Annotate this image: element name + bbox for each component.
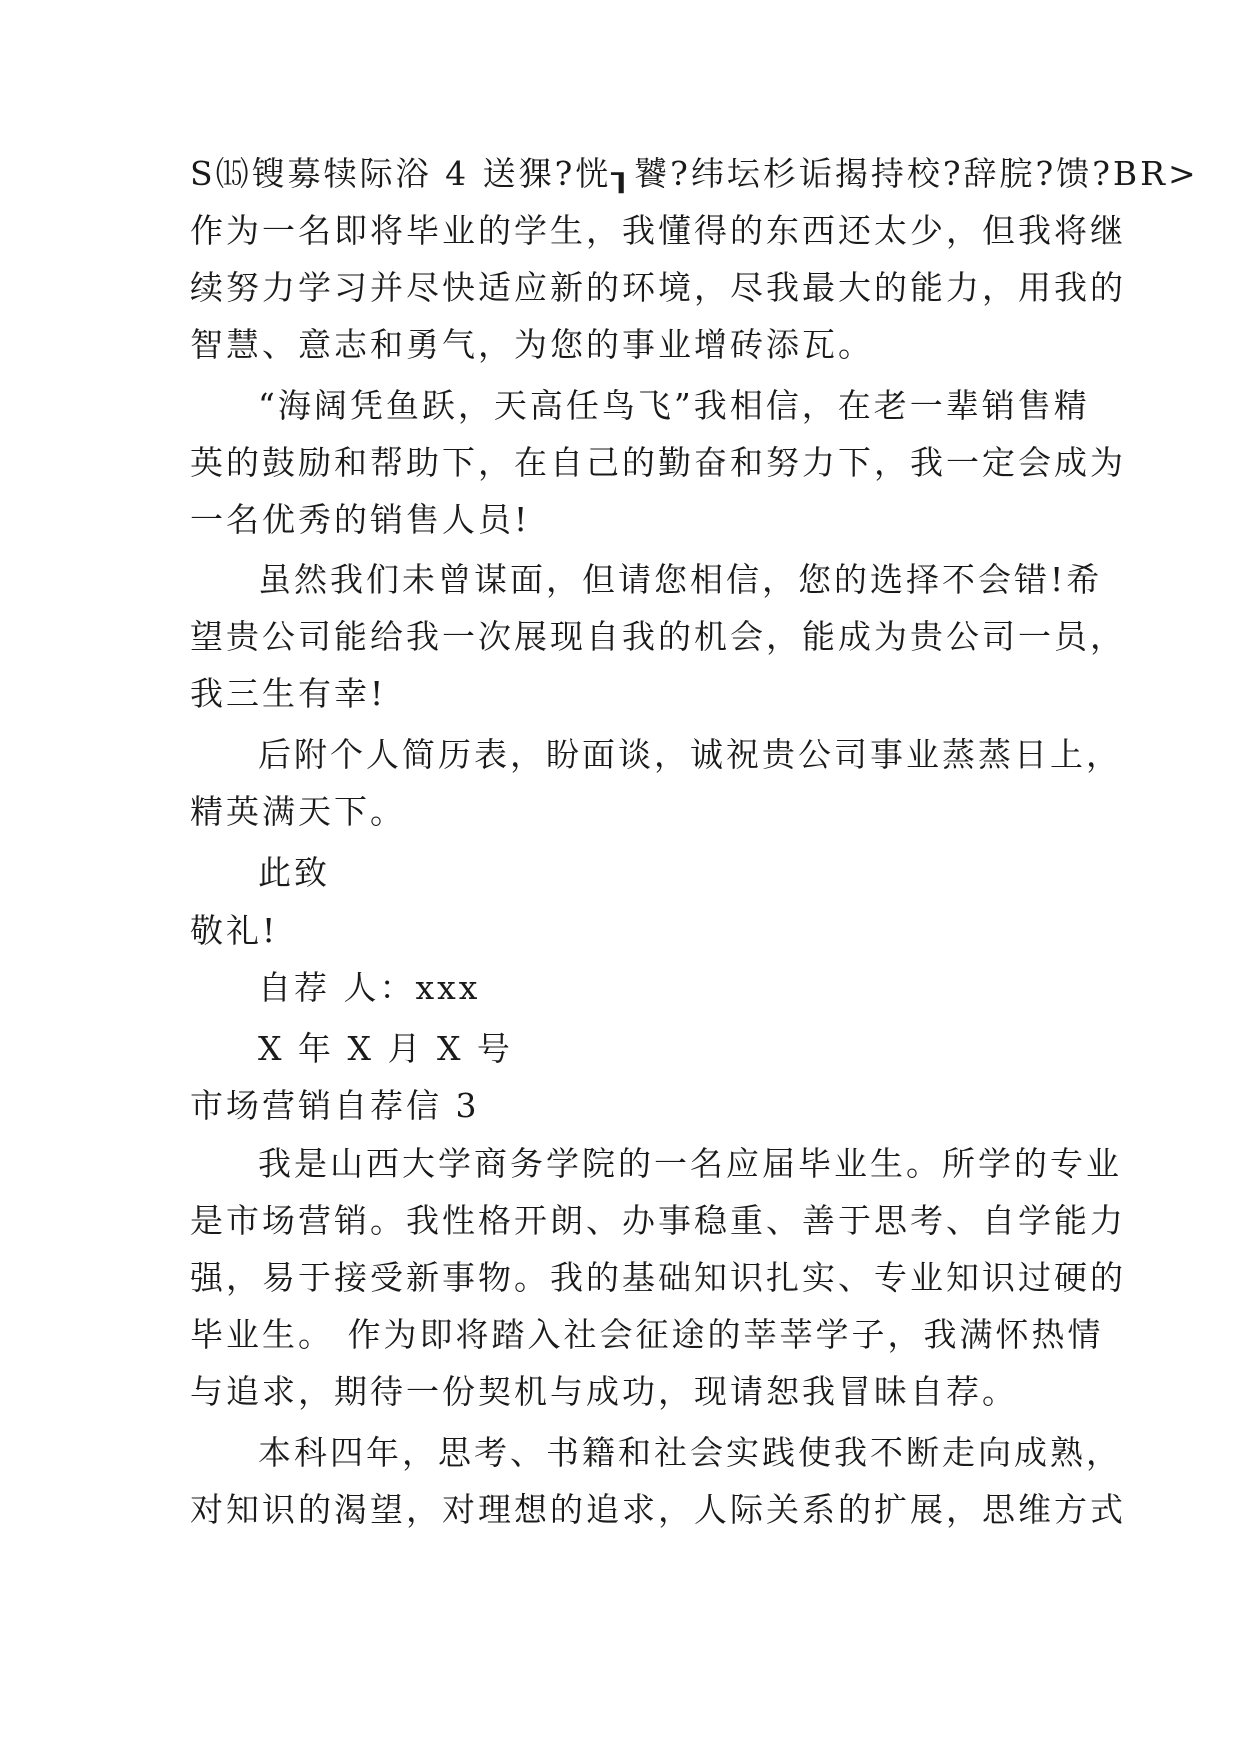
paragraph-start: 后附个人简历表，盼面谈，诚祝贵公司事业蒸蒸日上， — [258, 735, 1122, 774]
paragraph-start: 虽然我们未曾谋面，但请您相信，您的选择不会错!希 — [258, 560, 1103, 599]
text-line: 对知识的渴望，对理想的追求，人际关系的扩展，思维方式 — [190, 1490, 1126, 1529]
text-line: 与追求，期待一份契机与成功，现请恕我冒昧自荐。 — [190, 1372, 1018, 1411]
text-line: 强，易于接受新事物。我的基础知识扎实、专业知识过硬的 — [190, 1258, 1126, 1297]
text-line: 作为一名即将毕业的学生，我懂得的东西还太少，但我将继 — [190, 211, 1126, 250]
text-line: 智慧、意志和勇气，为您的事业增砖添瓦。 — [190, 325, 874, 364]
paragraph-start: 本科四年，思考、书籍和社会实践使我不断走向成熟， — [258, 1433, 1122, 1472]
paragraph-start: “海阔凭鱼跃，天高任鸟飞”我相信，在老一辈销售精 — [258, 386, 1090, 425]
text-line: 续努力学习并尽快适应新的环境，尽我最大的能力，用我的 — [190, 268, 1126, 307]
text-line: 毕业生。 作为即将踏入社会征途的莘莘学子，我满怀热情 — [190, 1315, 1104, 1354]
text-line: 我三生有幸! — [190, 674, 387, 713]
text-line: 精英满天下。 — [190, 792, 406, 831]
text-line: 英的鼓励和帮助下，在自己的勤奋和努力下，我一定会成为 — [190, 443, 1126, 482]
signature-line: 自荐 人：xxx — [258, 968, 481, 1007]
closing-regards: 敬礼! — [190, 911, 279, 950]
text-line: 是市场营销。我性格开朗、办事稳重、善于思考、自学能力 — [190, 1201, 1126, 1240]
text-line: 一名优秀的销售人员! — [190, 500, 531, 539]
section-heading: 市场营销自荐信 3 — [190, 1086, 480, 1125]
closing-salutation: 此致 — [258, 853, 330, 892]
text-line-garbled: S⒂锼募犊际浴 4 送猓?恍┒饕?纬坛杉诟揭持校?辞脘?馈?BR> — [190, 154, 1199, 193]
paragraph-start: 我是山西大学商务学院的一名应届毕业生。所学的专业 — [258, 1144, 1122, 1183]
date-line: X 年 X 月 X 号 — [258, 1029, 513, 1068]
text-line: 望贵公司能给我一次展现自我的机会，能成为贵公司一员， — [190, 617, 1126, 656]
